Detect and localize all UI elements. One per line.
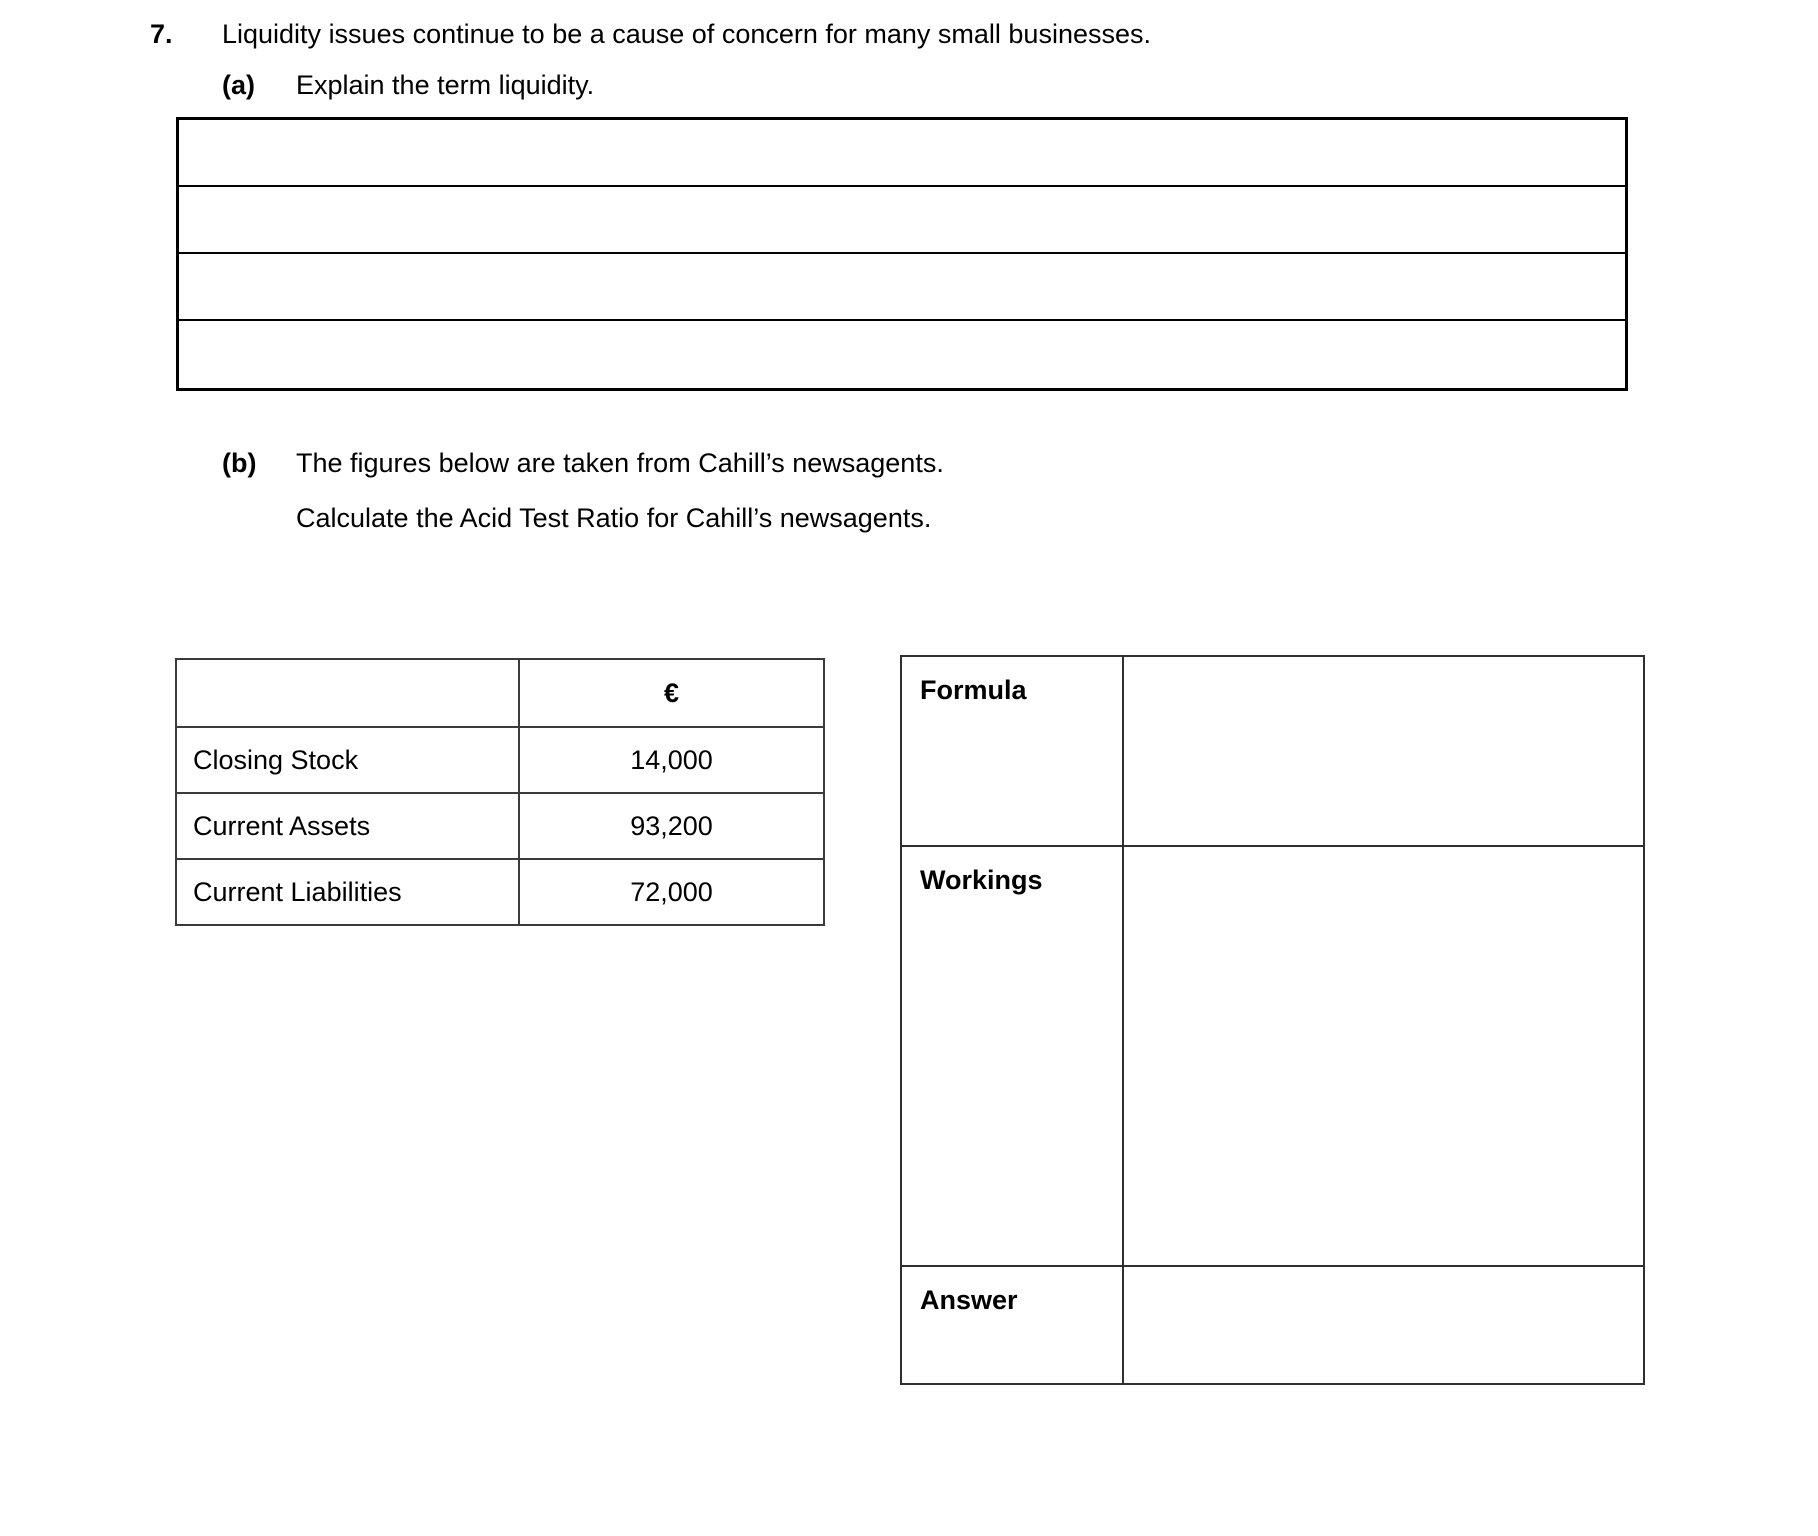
answer-line[interactable] [179,120,1625,187]
figures-row-value: 72,000 [519,859,824,925]
question-number: 7. [150,19,173,49]
workings-table [900,655,1645,1385]
figures-header-blank [176,659,519,727]
figures-header-currency: € [519,659,824,727]
part-a-prompt: Explain the term liquidity. [296,70,595,100]
question-stem-line [150,18,1151,52]
part-a-answer-box[interactable] [176,117,1628,391]
figures-row-value: 14,000 [519,727,824,793]
part-b-prompt-line-1: The figures below are taken from Cahill’s newsagents. [296,448,944,478]
answer-line[interactable] [179,187,1625,254]
table-header-row [176,659,824,727]
answer-line[interactable] [179,254,1625,321]
figures-table [175,658,825,926]
answer-entry-field[interactable] [1123,1266,1644,1384]
figures-row-label: Current Liabilities [176,859,519,925]
answer-row [901,1266,1644,1384]
formula-entry-field[interactable] [1123,656,1644,846]
workings-row [901,846,1644,1266]
formula-label: Formula [901,656,1123,846]
answer-label: Answer [901,1266,1123,1384]
part-a-line [222,69,594,103]
part-b-prompt-line-2: Calculate the Acid Test Ratio for Cahill’s newsagents. [296,503,932,533]
figures-row-value: 93,200 [519,793,824,859]
workings-entry-field[interactable] [1123,846,1644,1266]
table-row [176,727,824,793]
formula-row [901,656,1644,846]
figures-row-label: Closing Stock [176,727,519,793]
table-row [176,793,824,859]
question-stem-text: Liquidity issues continue to be a cause of concern for many small businesses. [222,19,1151,49]
figures-row-label: Current Assets [176,793,519,859]
workings-label: Workings [901,846,1123,1266]
part-b-line [222,447,944,481]
part-a-label: (a) [222,70,255,100]
part-b-label: (b) [222,448,257,478]
part-b-line-2 [296,502,931,536]
table-row [176,859,824,925]
answer-line[interactable] [179,321,1625,388]
